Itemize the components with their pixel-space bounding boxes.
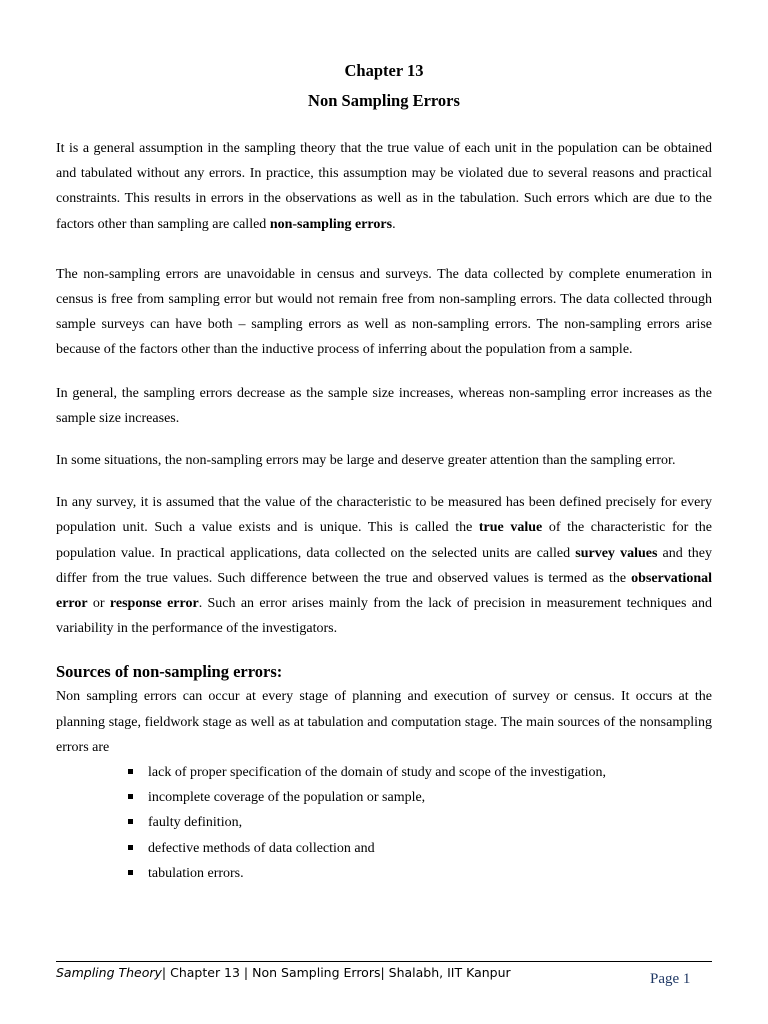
page-number: Page 1	[650, 971, 691, 987]
list-item: lack of proper specification of the domain of study and scope of the investigation,	[126, 760, 712, 785]
bullet-square-icon	[128, 819, 133, 824]
chapter-label: Chapter 13	[344, 61, 424, 80]
paragraph-4: In some situations, the non-sampling errors may be large and deserve greater attention than the sampling error.	[56, 453, 676, 469]
footer-text: Sampling Theory| Chapter 13 | Non Sampling Errors| Shalabh, IIT Kanpur	[56, 965, 511, 980]
list-item: faulty definition,	[126, 810, 712, 835]
list-item: defective methods of data collection and	[126, 836, 712, 861]
page-footer	[56, 961, 712, 982]
section-heading: Sources of non-sampling errors:	[56, 662, 283, 682]
sources-list	[56, 760, 712, 886]
chapter-title: Non Sampling Errors	[308, 91, 460, 110]
paragraph-3: In general, the sampling errors decrease as the sample size increases, whereas non-sampling error increases as the sample size increases.	[56, 385, 712, 426]
list-item: tabulation errors.	[126, 861, 712, 886]
bullet-square-icon	[128, 870, 133, 875]
paragraph-2: The non-sampling errors are unavoidable in census and surveys. The data collected by complete enumeration in census is free from sampling error but would not remain free from non-sampling errors. The data collected through sample surveys can have both – sampling errors as well as non-sampling errors. The non-sampling errors arise because of the factors other than the inductive process of inferring about the population from a sample.	[56, 266, 712, 358]
bullet-square-icon	[128, 845, 133, 850]
bullet-square-icon	[128, 794, 133, 799]
document-page	[56, 60, 712, 886]
bullet-square-icon	[128, 769, 133, 774]
paragraph-5: In any survey, it is assumed that the value of the characteristic to be measured has been defined precisely for every population unit. Such a value exists and is unique. This is called the true value of the characteristic for the population value. In practical applications, data collected on the selected units are called survey values and they differ from the true values. Such difference between the true and observed values is termed as the observational error or response error. Such an error arises mainly from the lack of precision in measurement techniques and variability in the performance of the investigators.	[56, 495, 712, 637]
list-item: incomplete coverage of the population or sample,	[126, 785, 712, 810]
paragraph-1: It is a general assumption in the sampling theory that the true value of each unit in the population can be obtained and tabulated without any errors. In practice, this assumption may be violated due to several reasons and practical constraints. This results in errors in the observations as well as in the tabulation. Such errors which are due to the factors other than sampling are called non-sampling errors.	[56, 141, 712, 232]
section-intro: Non sampling errors can occur at every stage of planning and execution of survey or census. It occurs at the planning stage, fieldwork stage as well as at tabulation and computation stage. The main sources of the nonsampling errors are	[56, 689, 712, 755]
